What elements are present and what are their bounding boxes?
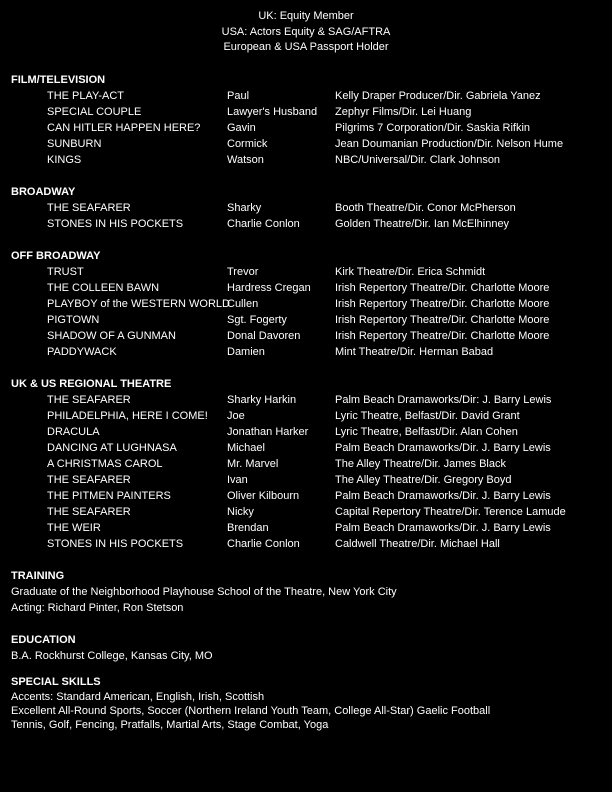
- credit-company: Lyric Theatre, Belfast/Dir. Alan Cohen: [335, 426, 518, 438]
- credit-company: Irish Repertory Theatre/Dir. Charlotte Moore: [335, 314, 550, 326]
- credit-row: [11, 136, 606, 152]
- credit-title: THE PLAY-ACT: [47, 90, 125, 102]
- credit-role: Charlie Conlon: [227, 218, 300, 230]
- credit-role: Gavin: [227, 122, 256, 134]
- credit-title: SUNBURN: [47, 138, 102, 150]
- resume-header: [0, 9, 612, 56]
- credit-role: Lawyer's Husband: [227, 106, 318, 118]
- credit-title: TRUST: [47, 266, 84, 278]
- credit-company: Palm Beach Dramaworks/Dir: J. Barry Lewis: [335, 394, 552, 406]
- training-section: [11, 568, 606, 616]
- credit-company: Zephyr Films/Dir. Lei Huang: [335, 106, 472, 118]
- credit-row: [11, 536, 606, 552]
- credit-title: THE PITMEN PAINTERS: [47, 490, 171, 502]
- section-title: FILM/TELEVISION: [11, 74, 106, 86]
- credit-role: Damien: [227, 346, 265, 358]
- credit-row: [11, 472, 606, 488]
- credit-row: [11, 216, 606, 232]
- credit-company: NBC/Universal/Dir. Clark Johnson: [335, 154, 501, 166]
- credit-row: [11, 280, 606, 296]
- credit-company: Pilgrims 7 Corporation/Dir. Saskia Rifkin: [335, 122, 531, 134]
- credit-title: THE SEAFARER: [47, 474, 131, 486]
- film-tv-section: [11, 72, 606, 168]
- credit-title: DRACULA: [47, 426, 100, 438]
- credit-title: SHADOW OF A GUNMAN: [47, 330, 176, 342]
- credit-row: [11, 312, 606, 328]
- credit-row: [11, 456, 606, 472]
- credit-role: Trevor: [227, 266, 259, 278]
- credit-role: Mr. Marvel: [227, 458, 279, 470]
- credit-role: Hardress Cregan: [227, 282, 311, 294]
- credit-company: Irish Repertory Theatre/Dir. Charlotte Moore: [335, 282, 550, 294]
- credit-role: Sharky Harkin: [227, 394, 297, 406]
- skills-line: Tennis, Golf, Fencing, Pratfalls, Martial Arts, Stage Combat, Yoga: [11, 719, 329, 731]
- credit-row: [11, 264, 606, 280]
- credit-title: THE SEAFARER: [47, 506, 131, 518]
- credit-company: Mint Theatre/Dir. Herman Babad: [335, 346, 494, 358]
- credit-role: Cullen: [227, 298, 259, 310]
- section-title: TRAINING: [11, 570, 65, 582]
- section-title: OFF BROADWAY: [11, 250, 101, 262]
- credit-role: Paul: [227, 90, 250, 102]
- credit-row: [11, 520, 606, 536]
- education-section: [11, 632, 606, 664]
- credit-company: Jean Doumanian Production/Dir. Nelson Hume: [335, 138, 564, 150]
- credit-company: Palm Beach Dramaworks/Dir. J. Barry Lewis: [335, 490, 551, 502]
- training-line: Acting: Richard Pinter, Ron Stetson: [11, 602, 184, 614]
- credit-title: THE SEAFARER: [47, 394, 131, 406]
- broadway-section: [11, 184, 606, 232]
- credit-row: [11, 120, 606, 136]
- credit-company: Irish Repertory Theatre/Dir. Charlotte Moore: [335, 298, 550, 310]
- credit-title: PHILADELPHIA, HERE I COME!: [47, 410, 208, 422]
- credit-role: Jonathan Harker: [227, 426, 309, 438]
- credit-title: STONES IN HIS POCKETS: [47, 218, 184, 230]
- credit-row: [11, 424, 606, 440]
- credit-role: Sgt. Fogerty: [227, 314, 287, 326]
- credit-company: Palm Beach Dramaworks/Dir. J. Barry Lewis: [335, 442, 551, 454]
- training-line: Graduate of the Neighborhood Playhouse School of the Theatre, New York City: [11, 586, 397, 598]
- credit-role: Michael: [227, 442, 265, 454]
- skills-line: Accents: Standard American, English, Irish, Scottish: [11, 691, 265, 703]
- credit-company: The Alley Theatre/Dir. Gregory Boyd: [335, 474, 512, 486]
- credit-title: SPECIAL COUPLE: [47, 106, 142, 118]
- credit-role: Charlie Conlon: [227, 538, 300, 550]
- credit-title: THE COLLEEN BAWN: [47, 282, 160, 294]
- union-membership-usa: USA: Actors Equity & SAG/AFTRA: [221, 25, 391, 38]
- credit-role: Joe: [227, 410, 245, 422]
- credit-role: Ivan: [227, 474, 248, 486]
- credit-title: THE SEAFARER: [47, 202, 131, 214]
- education-line: B.A. Rockhurst College, Kansas City, MO: [11, 650, 213, 662]
- credit-role: Cormick: [227, 138, 268, 150]
- credit-company: Lyric Theatre, Belfast/Dir. David Grant: [335, 410, 520, 422]
- passport-info: European & USA Passport Holder: [223, 41, 389, 53]
- credit-role: Donal Davoren: [227, 330, 301, 342]
- off-broadway-section: [11, 248, 606, 360]
- skills-line: Excellent All-Round Sports, Soccer (Northern Ireland Youth Team, College All-Star) Gaelic Football: [11, 705, 491, 717]
- credit-row: [11, 440, 606, 456]
- credit-title: A CHRISTMAS CAROL: [47, 458, 163, 470]
- credit-row: [11, 88, 606, 104]
- credit-company: Booth Theatre/Dir. Conor McPherson: [335, 202, 516, 214]
- credit-title: DANCING AT LUGHNASA: [47, 442, 177, 454]
- credit-title: THE WEIR: [47, 522, 101, 534]
- credit-title: KINGS: [47, 154, 82, 166]
- special-skills-section: [11, 674, 606, 732]
- credit-role: Nicky: [227, 506, 254, 518]
- credit-title: PADDYWACK: [47, 346, 117, 358]
- credit-company: Capital Repertory Theatre/Dir. Terence Lamude: [335, 506, 566, 518]
- credit-role: Watson: [227, 154, 264, 166]
- credit-row: [11, 200, 606, 216]
- credit-company: Kelly Draper Producer/Dir. Gabriela Yanez: [335, 90, 541, 102]
- credit-company: Irish Repertory Theatre/Dir. Charlotte Moore: [335, 330, 550, 342]
- union-membership-uk: UK: Equity Member: [258, 10, 354, 22]
- credit-row: [11, 296, 606, 312]
- credit-row: [11, 504, 606, 520]
- credit-row: [11, 328, 606, 344]
- credit-row: [11, 344, 606, 360]
- credit-role: Brendan: [227, 522, 269, 534]
- credit-row: [11, 488, 606, 504]
- credit-title: PLAYBOY of the WESTERN WORLD: [47, 298, 230, 310]
- credit-row: [11, 408, 606, 424]
- credit-company: Kirk Theatre/Dir. Erica Schmidt: [335, 266, 486, 278]
- credit-row: [11, 152, 606, 168]
- credit-title: PIGTOWN: [47, 314, 100, 326]
- credit-company: The Alley Theatre/Dir. James Black: [335, 458, 506, 470]
- credit-row: [11, 104, 606, 120]
- section-title: UK & US REGIONAL THEATRE: [11, 378, 172, 390]
- credit-title: CAN HITLER HAPPEN HERE?: [47, 122, 201, 134]
- section-title: EDUCATION: [11, 634, 76, 646]
- credit-company: Caldwell Theatre/Dir. Michael Hall: [335, 538, 500, 550]
- credit-role: Sharky: [227, 202, 262, 214]
- section-title: SPECIAL SKILLS: [11, 676, 101, 688]
- section-title: BROADWAY: [11, 186, 76, 198]
- regional-theatre-section: [11, 376, 606, 552]
- credit-title: STONES IN HIS POCKETS: [47, 538, 184, 550]
- credit-company: Palm Beach Dramaworks/Dir. J. Barry Lewis: [335, 522, 551, 534]
- credit-role: Oliver Kilbourn: [227, 490, 300, 502]
- credit-company: Golden Theatre/Dir. Ian McElhinney: [335, 218, 510, 230]
- credit-row: [11, 392, 606, 408]
